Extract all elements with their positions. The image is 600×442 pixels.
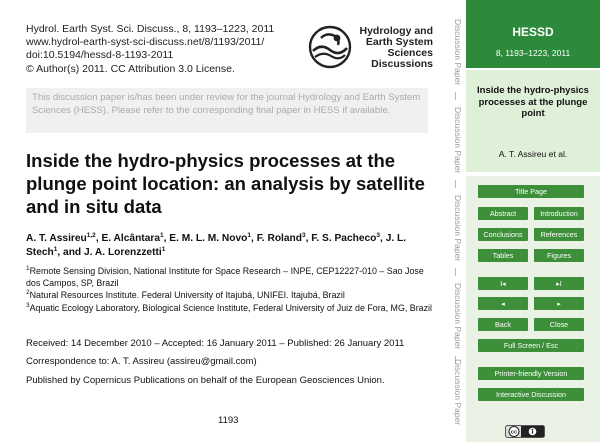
correspondence: Correspondence to: A. T. Assireu (assireu@gmail.com) (26, 356, 257, 367)
journal-logo-icon (307, 24, 353, 70)
logo-wordmark (359, 26, 433, 70)
logo-line: Sciences (387, 47, 433, 59)
affiliation-text: Aquatic Ecology Laboratory, Biological Science Institute, Federal University of Juiz de Fora, MG, Brazil (29, 302, 432, 313)
affiliation-text: Natural Resources Institute. Federal University of Itajubá, UNIFEI. Itajubá, Brazil (29, 290, 345, 301)
page-number: 1193 (218, 415, 239, 426)
journal-abbrev: HESSD (512, 25, 554, 39)
citation-line: Hydrol. Earth Syst. Sci. Discuss., 8, 1193–1223, 2011 (26, 23, 275, 35)
author-name: A. T. Assireu (26, 233, 87, 244)
affiliation (26, 266, 436, 289)
discussion-paper-label: Discussion Paper (453, 358, 463, 426)
affiliation-number: 2 (26, 289, 30, 297)
affiliation (26, 303, 436, 315)
affiliation-number: 3 (26, 301, 30, 309)
author-name: F. S. Pacheco (311, 233, 377, 244)
navigation-panel (466, 176, 600, 442)
discussion-paper-label: Discussion Paper (453, 282, 463, 350)
first-page-button[interactable]: I◂ (478, 277, 528, 290)
sidebar-author: A. T. Assireu et al. (498, 149, 568, 159)
affiliation-text: Remote Sensing Division, National Institute for Space Research – INPE, CEP12227-010 – Sao Jose dos Campos, SP, Brazil (26, 266, 424, 288)
affiliation (26, 290, 436, 302)
discussion-paper-strip (449, 0, 463, 442)
affiliation-marker: 1,2 (86, 232, 96, 239)
author-separator: , (305, 233, 312, 244)
affiliation-marker: 3 (376, 232, 381, 239)
publisher-statement: Published by Copernicus Publications on behalf of the European Geosciences Union. (26, 375, 385, 386)
title-page-button[interactable]: Title Page (478, 185, 584, 198)
citation-header (26, 23, 274, 76)
affiliation-list (26, 266, 436, 315)
previous-button[interactable]: ◂ (478, 297, 528, 310)
close-button[interactable]: Close (534, 318, 584, 331)
abstract-button[interactable]: Abstract (478, 207, 528, 220)
logo-line: Hydrology and (359, 25, 433, 37)
logo-line: Discussions (371, 58, 433, 70)
discussion-paper-label: Discussion Paper (453, 18, 463, 86)
sidebar-header (466, 0, 600, 68)
back-button[interactable]: Back (478, 318, 528, 331)
cc-badge-text: cc (510, 429, 518, 436)
author-name: E. Alcântara (101, 233, 160, 244)
author-separator: , (251, 233, 257, 244)
references-button[interactable]: References (534, 228, 584, 241)
affiliation-marker: 3 (301, 232, 306, 239)
review-notice: This discussion paper is/has been under review for the journal Hydrology and Earth System Sciences (HESS). Please refer to the corresponding final paper in HESS if available. (26, 88, 428, 133)
affiliation-number: 1 (26, 265, 30, 272)
conclusions-button[interactable]: Conclusions (478, 228, 528, 241)
logo-line: Earth System (365, 36, 433, 48)
paper-title: Inside the hydro-physics processes at the plunge point location: an analysis by satellite and in situ data (26, 150, 425, 217)
strip-separator (455, 268, 456, 276)
journal-logo (307, 24, 437, 72)
introduction-button[interactable]: Introduction (534, 207, 584, 220)
sidebar (466, 0, 600, 442)
author-separator: , (95, 233, 102, 244)
author-name: E. M. L. M. Novo (169, 233, 248, 244)
author-name: F. Roland (256, 233, 302, 244)
volume-ref: 8, 1193–1223, 2011 (495, 48, 571, 58)
url-line[interactable]: www.hydrol-earth-syst-sci-discuss.net/8/1193/2011/ (26, 36, 265, 49)
interactive-discussion-button[interactable]: Interactive Discussion (478, 388, 584, 401)
fullscreen-button[interactable]: Full Screen / Esc (478, 339, 584, 352)
author-separator: , (380, 233, 386, 244)
affiliation-marker: 1 (160, 232, 164, 239)
printer-friendly-button[interactable]: Printer-friendly Version (478, 367, 584, 380)
affiliation-marker: 1 (247, 232, 252, 239)
cc-license-badge[interactable] (505, 425, 545, 438)
author-name: J. L. Stech (26, 233, 407, 258)
author-name: J. A. Lorenzzetti (83, 246, 162, 258)
figures-button[interactable]: Figures (534, 249, 584, 262)
doi-line[interactable]: doi:10.5194/hessd-8-1193-2011 (26, 49, 174, 62)
license-line: © Author(s) 2011. CC Attribution 3.0 License. (26, 62, 235, 75)
strip-separator (455, 92, 456, 100)
discussion-paper-label: Discussion Paper (453, 194, 463, 262)
author-separator: , (163, 233, 170, 244)
sidebar-title: Inside the hydro-physics processes at the plunge point (477, 85, 589, 120)
discussion-paper-label: Discussion Paper (453, 106, 463, 174)
last-page-button[interactable]: ▸I (534, 277, 584, 290)
next-button[interactable]: ▸ (534, 297, 584, 310)
author-list (26, 232, 436, 259)
received-dates: Received: 14 December 2010 – Accepted: 16 January 2011 – Published: 26 January 2011 (26, 338, 405, 349)
affiliation-marker: 1 (53, 245, 58, 253)
tables-button[interactable]: Tables (478, 249, 528, 262)
affiliation-marker: 1 (161, 245, 166, 253)
strip-separator (455, 180, 456, 188)
author-separator: , and (57, 246, 84, 258)
